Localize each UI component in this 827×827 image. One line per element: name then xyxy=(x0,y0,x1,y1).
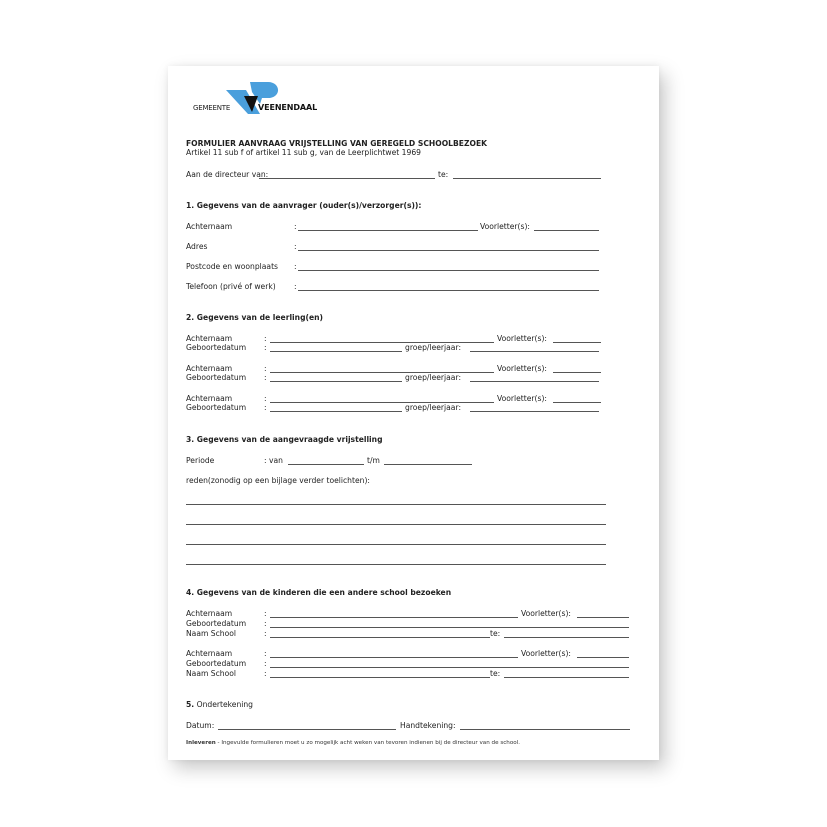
child1-school-input[interactable] xyxy=(270,637,490,638)
colon: : xyxy=(264,394,267,403)
period-label: Periode xyxy=(186,456,215,465)
section2-heading: 2. Gegevens van de leerling(en) xyxy=(186,313,323,322)
section4-heading: 4. Gegevens van de kinderen die een andere school bezoeken xyxy=(186,588,452,597)
municipality-logo xyxy=(190,78,330,118)
student3-initials-input[interactable] xyxy=(553,402,601,403)
colon: : xyxy=(294,242,297,251)
child1-place-input[interactable] xyxy=(504,637,629,638)
applicant-postcode-input[interactable] xyxy=(298,270,599,271)
child2-dob-label: Geboortedatum xyxy=(186,659,247,668)
colon: : xyxy=(264,629,267,638)
logo-name: VEENENDAAL xyxy=(258,103,318,112)
form-page xyxy=(168,66,659,760)
period-from-label: : van xyxy=(264,456,283,465)
director-te-label: te: xyxy=(438,170,449,179)
applicant-address-label: Adres xyxy=(186,242,208,251)
director-label: Aan de directeur van: xyxy=(186,170,269,179)
colon: : xyxy=(264,343,267,352)
section1-heading: 1. Gegevens van de aanvrager (ouder(s)/verzorger(s)): xyxy=(186,201,422,210)
child1-dob-input[interactable] xyxy=(270,627,629,628)
student2-dob-input[interactable] xyxy=(270,381,402,382)
section5-number: 5. xyxy=(186,700,195,709)
applicant-phone-label: Telefoon (privé of werk) xyxy=(186,282,276,291)
student3-initials-label: Voorletter(s): xyxy=(497,394,547,403)
reason-input-line-1[interactable] xyxy=(186,504,606,505)
student1-initials-input[interactable] xyxy=(553,342,601,343)
student1-group-label: groep/leerjaar: xyxy=(405,343,462,352)
colon: : xyxy=(264,659,267,668)
student1-dob-label: Geboortedatum xyxy=(186,343,247,352)
applicant-surname-label: Achternaam xyxy=(186,222,233,231)
child2-initials-label: Voorletter(s): xyxy=(521,649,571,658)
student1-group-input[interactable] xyxy=(470,351,599,352)
colon: : xyxy=(264,373,267,382)
submission-note-bold: Inleveren xyxy=(186,740,216,746)
signature-input[interactable] xyxy=(460,729,630,730)
student1-initials-label: Voorletter(s): xyxy=(497,334,547,343)
veenendaal-logo-icon xyxy=(190,78,330,118)
student3-group-label: groep/leerjaar: xyxy=(405,403,462,412)
student2-dob-label: Geboortedatum xyxy=(186,373,247,382)
colon: : xyxy=(264,334,267,343)
child1-dob-label: Geboortedatum xyxy=(186,619,247,628)
student3-surname-label: Achternaam xyxy=(186,394,233,403)
submission-note xyxy=(186,740,520,746)
child2-place-input[interactable] xyxy=(504,677,629,678)
colon: : xyxy=(264,609,267,618)
student2-surname-label: Achternaam xyxy=(186,364,233,373)
colon: : xyxy=(294,262,297,271)
child2-surname-input[interactable] xyxy=(270,657,518,658)
submission-note-text: - Ingevulde formulieren moet u zo mogelijk acht weken van tevoren indienen bij de directeur van de school. xyxy=(215,740,521,746)
student2-group-input[interactable] xyxy=(470,381,599,382)
section3-heading: 3. Gegevens van de aangevraagde vrijstelling xyxy=(186,435,383,444)
student2-initials-input[interactable] xyxy=(553,372,601,373)
student3-group-input[interactable] xyxy=(470,411,599,412)
student1-dob-input[interactable] xyxy=(270,351,402,352)
student2-initials-label: Voorletter(s): xyxy=(497,364,547,373)
child1-surname-input[interactable] xyxy=(270,617,518,618)
colon: : xyxy=(264,364,267,373)
logo-prefix: GEMEENTE xyxy=(193,104,231,112)
applicant-initials-input[interactable] xyxy=(534,230,599,231)
reason-input-line-3[interactable] xyxy=(186,544,606,545)
child1-school-label: Naam School xyxy=(186,629,237,638)
colon: : xyxy=(264,649,267,658)
period-to-input[interactable] xyxy=(384,464,472,465)
period-to-label: t/m xyxy=(367,456,380,465)
child2-school-label: Naam School xyxy=(186,669,237,678)
child1-te-label: te: xyxy=(490,629,501,638)
student2-group-label: groep/leerjaar: xyxy=(405,373,462,382)
student1-surname-label: Achternaam xyxy=(186,334,233,343)
reason-input-line-2[interactable] xyxy=(186,524,606,525)
applicant-phone-input[interactable] xyxy=(298,290,599,291)
director-school-input[interactable] xyxy=(259,178,435,179)
applicant-initials-label: Voorletter(s): xyxy=(480,222,530,231)
signature-label: Handtekening: xyxy=(400,721,456,730)
reason-input-line-4[interactable] xyxy=(186,564,606,565)
section5-title: Ondertekening xyxy=(196,700,254,709)
colon: : xyxy=(264,403,267,412)
colon: : xyxy=(264,619,267,628)
student3-dob-label: Geboortedatum xyxy=(186,403,247,412)
child2-initials-input[interactable] xyxy=(577,657,629,658)
section5-heading xyxy=(186,700,253,709)
period-from-input[interactable] xyxy=(288,464,364,465)
applicant-address-input[interactable] xyxy=(298,250,599,251)
applicant-surname-input[interactable] xyxy=(298,230,478,231)
colon: : xyxy=(294,282,297,291)
colon: : xyxy=(264,669,267,678)
child1-initials-input[interactable] xyxy=(577,617,629,618)
applicant-postcode-label: Postcode en woonplaats xyxy=(186,262,278,271)
director-place-input[interactable] xyxy=(453,178,601,179)
colon: : xyxy=(294,222,297,231)
child2-te-label: te: xyxy=(490,669,501,678)
date-label: Datum: xyxy=(186,721,215,730)
child2-dob-input[interactable] xyxy=(270,667,629,668)
student3-dob-input[interactable] xyxy=(270,411,402,412)
child2-school-input[interactable] xyxy=(270,677,490,678)
child1-surname-label: Achternaam xyxy=(186,609,233,618)
child1-initials-label: Voorletter(s): xyxy=(521,609,571,618)
form-subtitle: Artikel 11 sub f of artikel 11 sub g, van de Leerplichtwet 1969 xyxy=(186,148,421,157)
date-input[interactable] xyxy=(218,729,396,730)
child2-surname-label: Achternaam xyxy=(186,649,233,658)
reason-label: reden(zonodig op een bijlage verder toelichten): xyxy=(186,476,370,485)
form-title: FORMULIER AANVRAAG VRIJSTELLING VAN GEREGELD SCHOOLBEZOEK xyxy=(186,139,488,148)
